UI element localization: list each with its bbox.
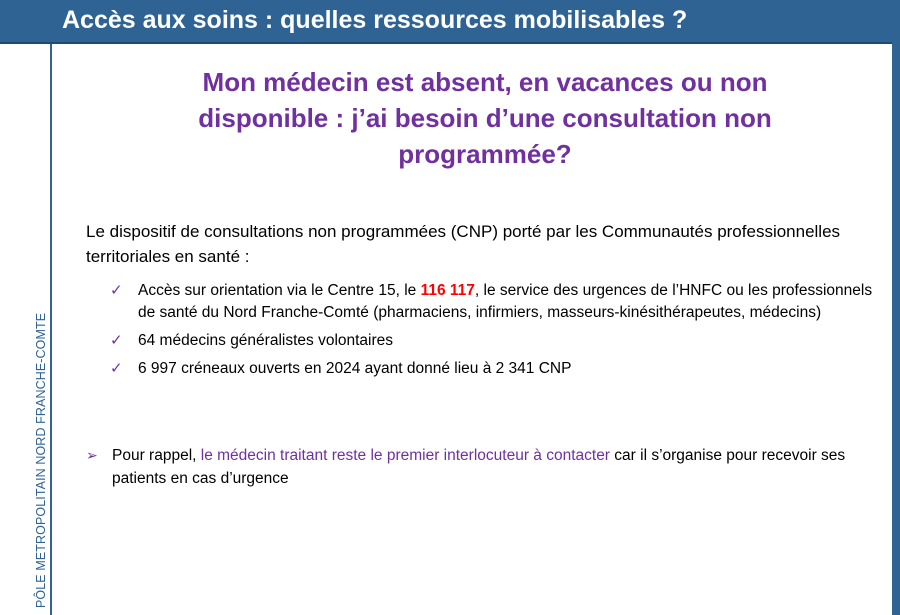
reminder-prefix: Pour rappel, xyxy=(112,447,201,464)
checkmark-icon: ✓ xyxy=(110,282,123,299)
side-label: PÔLE METROPOLITAIN NORD FRANCHE-COMTE xyxy=(34,312,48,608)
item-text: 6 997 créneaux ouverts en 2024 ayant donné lieu à 2 341 CNP xyxy=(138,360,572,377)
item-text: 64 médecins généralistes volontaires xyxy=(138,332,394,349)
reminder-paragraph xyxy=(86,444,900,490)
right-border-bar xyxy=(892,0,900,615)
reminder-suffix: car il s’organise pour recevoir ses patients en cas d’urgence xyxy=(112,447,846,487)
phone-number-highlight: 116 117 xyxy=(420,282,475,299)
checkmark-icon: ✓ xyxy=(110,332,123,349)
item-text-after: , le service des urgences de l’HNFC ou les professionnels de santé du Nord Franche-Comté (pharmaciens, infirmiers, masseurs-kinésithérapeutes, médecins) xyxy=(138,282,873,321)
intro-paragraph: Le dispositif de consultations non programmées (CNP) porté par les Communautés professionnelles territoriales en santé : xyxy=(86,222,841,266)
item-text-before: Accès sur orientation via le Centre 15, le xyxy=(138,282,421,299)
list-item xyxy=(110,358,890,380)
header-bar xyxy=(0,0,892,44)
reminder-emphasis: le médecin traitant reste le premier interlocuteur à contacter xyxy=(200,447,610,464)
slide-title: Accès aux soins : quelles ressources mobilisables ? xyxy=(62,6,688,34)
checklist xyxy=(110,280,890,386)
arrow-bullet-icon: ➢ xyxy=(86,447,98,463)
list-item xyxy=(110,280,890,324)
list-item xyxy=(110,330,890,352)
checkmark-icon: ✓ xyxy=(110,360,123,377)
vertical-divider xyxy=(50,44,52,615)
slide-subtitle: Mon médecin est absent, en vacances ou non disponible : j’ai besoin d’une consultation non programmée? xyxy=(198,67,772,169)
